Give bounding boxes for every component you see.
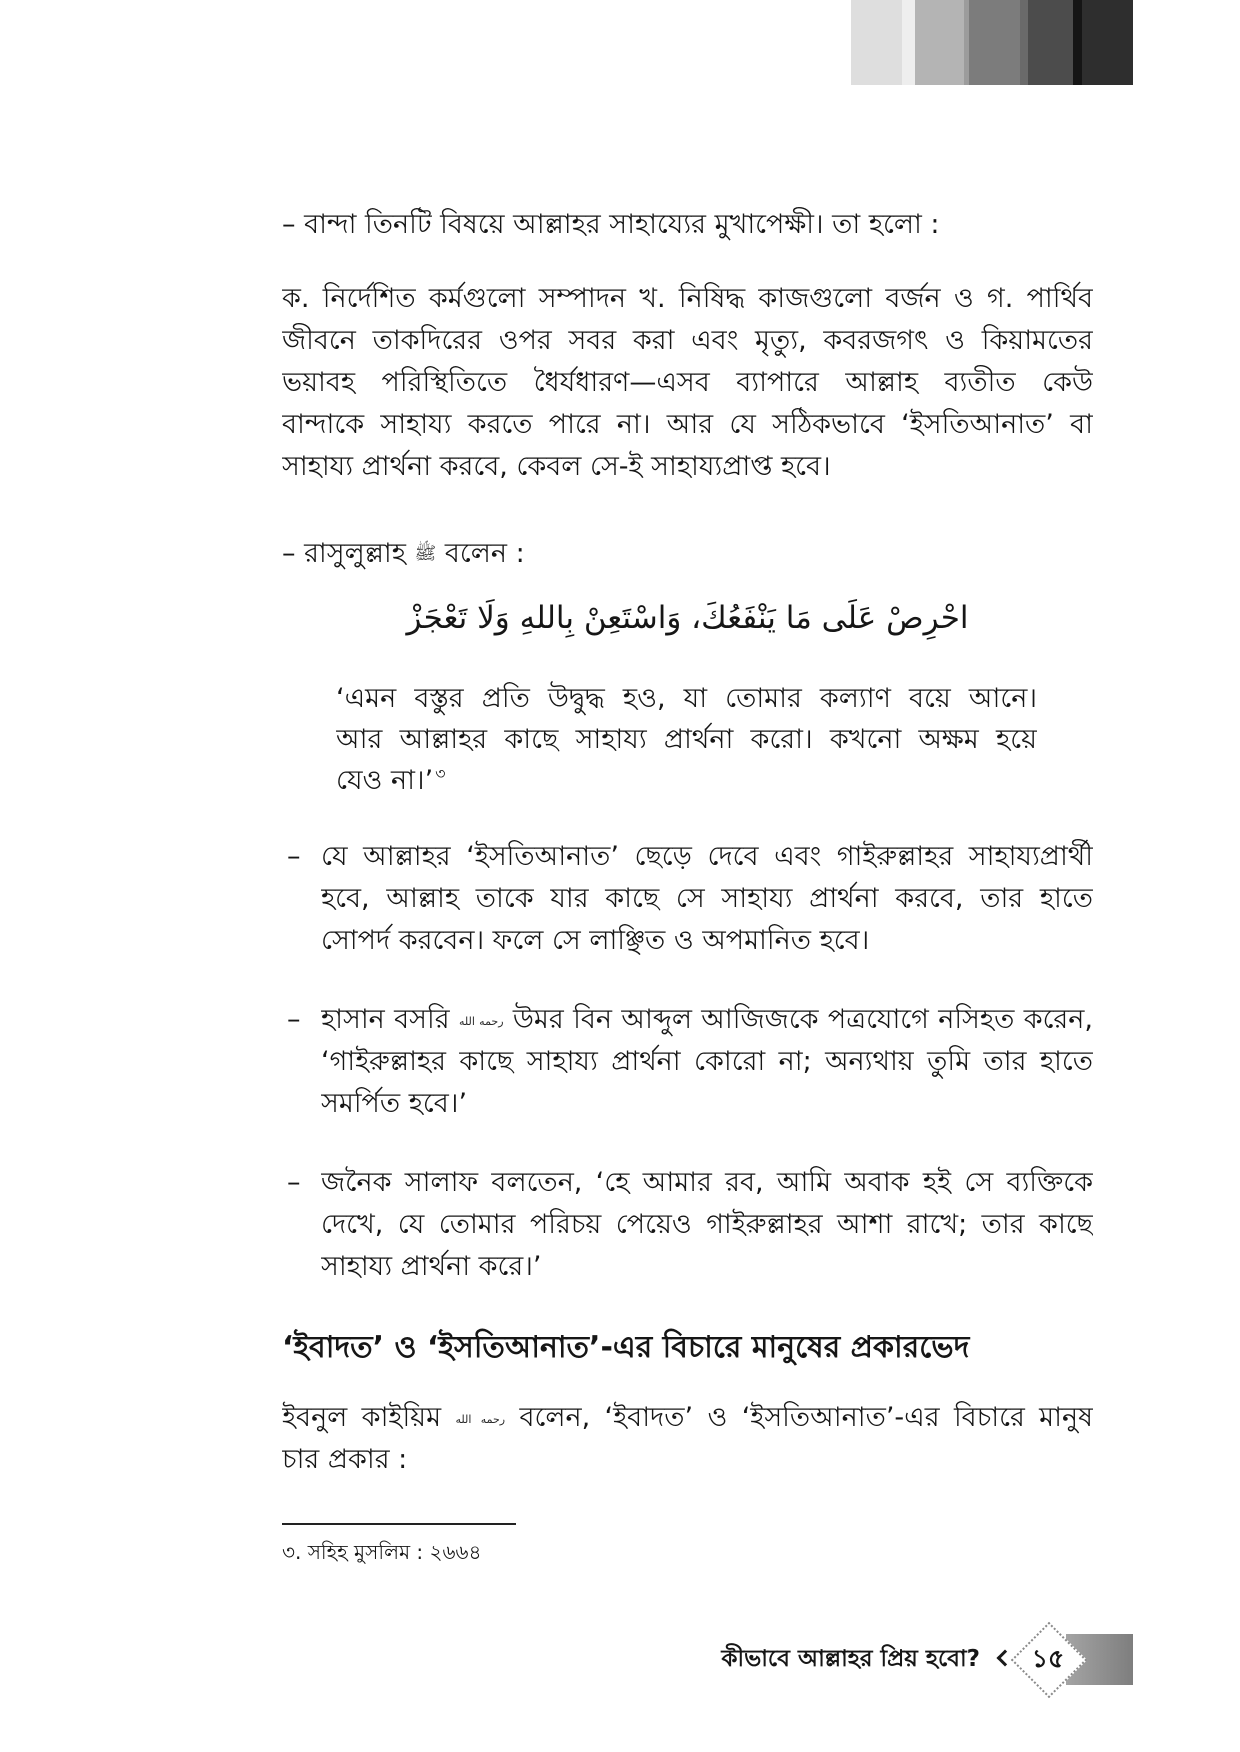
- paragraph-line-text: বলেন, ‘ইবাদত’ ও ‘ইসতিআনাত’-এর বিচারে মানুষ: [519, 1402, 1093, 1433]
- paragraph-line: বান্দাকে সাহায্য করতে পারে না। আর যে সঠিকভাবে ‘ইসতিআনাত’ বা: [282, 409, 1093, 440]
- page-number: ১৫: [1031, 1644, 1065, 1673]
- shade-band: [915, 0, 964, 85]
- bullet-lines: [321, 836, 1093, 962]
- bullet-line: হবে, আল্লাহ তাকে যার কাছে সে সাহায্য প্রার্থনা করবে, তার হাতে: [321, 883, 1093, 914]
- translation-line: আর আল্লাহর কাছে সাহায্য প্রার্থনা করো। কখনো অক্ষম হয়ে: [336, 724, 1037, 755]
- shade-band: [1073, 0, 1082, 85]
- bullet-line: জনৈক সালাফ বলতেন, ‘হে আমার রব, আমি অবাক হই সে ব্যক্তিকে: [321, 1167, 1093, 1198]
- bullet-dash: –: [287, 1004, 301, 1035]
- paragraph-line: সাহায্য প্রার্থনা করবে, কেবল সে-ই সাহায্যপ্রাপ্ত হবে।: [282, 451, 831, 482]
- section-heading: ‘ইবাদত’ ও ‘ইসতিআনাত’-এর বিচারে মানুষের প্রকারভেদ: [282, 1330, 970, 1365]
- hadith-intro-text: – রাসুলুল্লাহ: [282, 538, 406, 569]
- bullet-dash: –: [287, 1167, 301, 1198]
- needs-paragraph: [282, 278, 1093, 488]
- bullet-item: [282, 836, 1093, 962]
- paragraph-line: [282, 1397, 1093, 1439]
- hadith-intro-line: [282, 533, 1093, 575]
- hadith-arabic-text: احْرِصْ عَلَى مَا يَنْفَعُكَ، وَاسْتَعِنْ بِاللهِ وَلَا تَعْجَزْ: [406, 600, 969, 636]
- bullet-item: [282, 999, 1093, 1125]
- footnote-reference: ৩: [435, 764, 446, 783]
- bullet-lines: [321, 999, 1093, 1125]
- prophet-honorific-symbol: ﷺ: [414, 543, 437, 564]
- bullet-line: দেখে, যে তোমার পরিচয় পেয়েও গাইরুল্লাহর আশা রাখে; তার কাছে: [321, 1209, 1093, 1240]
- paragraph-line: জীবনে তাকদিরের ওপর সবর করা এবং মৃত্যু, কবরজগৎ ও কিয়ামতের: [282, 325, 1093, 356]
- paragraph-line: ক. নির্দেশিত কর্মগুলো সম্পাদন খ. নিষিদ্ধ কাজগুলো বর্জন ও গ. পার্থিব: [282, 283, 1093, 314]
- paragraph-line: চার প্রকার :: [282, 1444, 408, 1475]
- shade-band: [1082, 0, 1133, 85]
- bullet-line: [321, 999, 1093, 1041]
- shade-band: [969, 0, 1020, 85]
- bullet-line-text: উমর বিন আব্দুল আজিজকে পত্রযোগে নসিহত করেন,: [512, 1004, 1093, 1035]
- translation-line-text: যেও না।’: [336, 765, 434, 796]
- hadith-intro-verb: বলেন :: [444, 538, 525, 569]
- bullet-lines: [321, 1162, 1093, 1288]
- shade-band: [851, 0, 902, 85]
- bullet-line: যে আল্লাহর ‘ইসতিআনাত’ ছেড়ে দেবে এবং গাইরুল্লাহর সাহায্যপ্রার্থী: [321, 841, 1093, 872]
- scholar-honorific-symbol: رحمه الله: [458, 1015, 504, 1028]
- scholar-honorific-symbol: رحمه الله: [455, 1413, 506, 1426]
- paragraph-line: ভয়াবহ পরিস্থিতিতে ধৈর্যধারণ—এসব ব্যাপারে আল্লাহ ব্যতীত কেউ: [282, 367, 1093, 398]
- bullet-line: সোপর্দ করবেন। ফলে সে লাঞ্ছিত ও অপমানিত হবে।: [321, 925, 870, 956]
- intro-block: [282, 204, 1093, 246]
- footnote-divider: [282, 1523, 516, 1525]
- translation-line: ‘এমন বস্তুর প্রতি উদ্বুদ্ধ হও, যা তোমার কল্যাণ বয়ে আনে।: [336, 683, 1037, 714]
- hadith-intro-block: [282, 533, 1093, 575]
- shade-band: [1020, 0, 1028, 85]
- header-shade-bars: [851, 0, 1133, 85]
- bullet-line: সাহায্য প্রার্থনা করে।’: [321, 1251, 542, 1282]
- shade-band: [902, 0, 915, 85]
- bullet-item: [282, 1162, 1093, 1288]
- bullet-line: সমর্পিত হবে।’: [321, 1088, 468, 1119]
- scholar-name: ইবনুল কাইয়িম: [282, 1402, 442, 1433]
- running-title: কীভাবে আল্লাহর প্রিয় হবো?: [721, 1646, 980, 1672]
- scholar-name: হাসান বসরি: [321, 1004, 450, 1035]
- shade-band: [1028, 0, 1073, 85]
- bullet-dash: –: [287, 841, 301, 872]
- footnote: ৩. সহিহ মুসলিম : ২৬৬৪: [282, 1540, 482, 1564]
- intro-line: – বান্দা তিনটি বিষয়ে আল্লাহর সাহায্যের মুখাপেক্ষী। তা হলো :: [282, 209, 940, 240]
- bullet-line: ‘গাইরুল্লাহর কাছে সাহায্য প্রার্থনা কোরো না; অন্যথায় তুমি তার হাতে: [321, 1046, 1093, 1077]
- section-paragraph: [282, 1397, 1093, 1481]
- hadith-translation: [336, 678, 1037, 801]
- translation-line: [336, 760, 1037, 801]
